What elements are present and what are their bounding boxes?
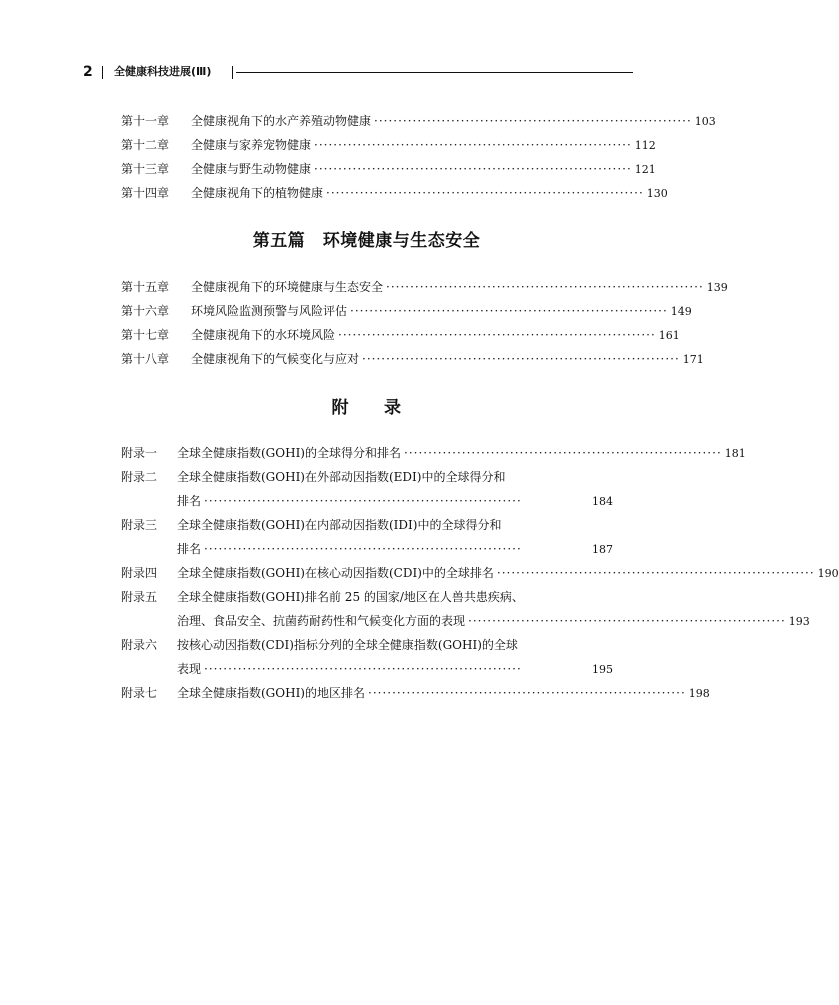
page-number: 2 (83, 64, 93, 80)
appendix-title: 排名 (177, 542, 202, 556)
appendix-title: 全球全健康指数(GOHI)的地区排名 (177, 686, 365, 700)
appendix-label: 附录四 (121, 566, 158, 580)
dot-leader: ·································································· (204, 662, 522, 676)
appendix-title-line1: 按核心动因指数(CDI)指标分列的全球全健康指数(GOHI)的全球 (177, 638, 518, 652)
running-header (83, 62, 633, 84)
toc-entry-appendix-4[interactable] (121, 563, 839, 583)
toc-entry-chapter-18[interactable] (121, 349, 704, 369)
book-title: 全健康科技进展(Ⅲ) (114, 65, 212, 78)
dot-leader: ·································································· (338, 328, 656, 342)
appendix-title: 全球全健康指数(GOHI)的全球得分和排名 (177, 446, 401, 460)
page-ref: 130 (646, 187, 668, 200)
toc-entry-appendix-3-cont[interactable] (121, 539, 613, 559)
toc-entry-chapter-14[interactable] (121, 183, 668, 203)
toc-entry-appendix-6-cont[interactable] (121, 659, 613, 679)
page-ref: 171 (682, 353, 704, 366)
toc-entry-chapter-11[interactable] (121, 111, 716, 131)
dot-leader: ·································································· (350, 304, 668, 318)
appendix-label: 附录七 (121, 686, 158, 700)
chapter-label: 第十七章 (121, 328, 170, 342)
dot-leader: ·································································· (404, 446, 722, 460)
chapter-title: 全健康视角下的水产养殖动物健康 (191, 114, 372, 128)
chapter-label: 第十五章 (121, 280, 170, 294)
page-ref: 198 (688, 687, 710, 700)
chapter-title: 全健康视角下的植物健康 (191, 186, 324, 200)
page-ref: 187 (592, 543, 613, 556)
dot-leader: ·································································· (386, 280, 704, 294)
page-ref: 103 (694, 115, 716, 128)
toc-entry-appendix-7[interactable] (121, 683, 710, 703)
part5-heading: 第五篇 环境健康与生态安全 (252, 231, 481, 251)
dot-leader: ·································································· (314, 162, 632, 176)
dot-leader: ·································································· (362, 352, 680, 366)
appendix-title: 全球全健康指数(GOHI)在核心动因指数(CDI)中的全球排名 (177, 566, 494, 580)
page-ref: 190 (817, 567, 839, 580)
toc-entry-appendix-5[interactable] (121, 587, 613, 607)
appendix-title-line1: 全球全健康指数(GOHI)在外部动因指数(EDI)中的全球得分和 (177, 470, 506, 484)
chapter-label: 第十三章 (121, 162, 170, 176)
dot-leader: ·································································· (496, 566, 815, 580)
toc-entry-chapter-17[interactable] (121, 325, 680, 345)
appendix-label: 附录二 (121, 470, 158, 484)
page-ref: 121 (634, 163, 656, 176)
dot-leader: ·································································· (204, 542, 522, 556)
chapter-title: 全健康视角下的水环境风险 (191, 328, 336, 342)
chapter-title: 全健康与野生动物健康 (191, 162, 312, 176)
toc-entry-appendix-1[interactable] (121, 443, 746, 463)
page-ref: 161 (658, 329, 680, 342)
dot-leader: ·································································· (468, 614, 786, 628)
toc-entry-appendix-2[interactable] (121, 467, 613, 487)
dot-leader: ·································································· (374, 114, 692, 128)
appendix-label: 附录五 (121, 590, 158, 604)
toc-entry-appendix-2-cont[interactable] (121, 491, 613, 511)
page-ref: 139 (706, 281, 728, 294)
chapter-title: 全健康与家养宠物健康 (191, 138, 312, 152)
chapter-label: 第十一章 (121, 114, 170, 128)
toc-entry-chapter-13[interactable] (121, 159, 656, 179)
dot-leader: ·································································· (326, 186, 644, 200)
header-divider (102, 66, 103, 79)
dot-leader: ·································································· (314, 138, 632, 152)
appendix-title-line1: 全球全健康指数(GOHI)在内部动因指数(IDI)中的全球得分和 (177, 518, 502, 532)
page-ref: 184 (592, 495, 613, 508)
toc-entry-chapter-15[interactable] (121, 277, 728, 297)
appendix-title: 排名 (177, 494, 202, 508)
chapter-label: 第十六章 (121, 304, 170, 318)
chapter-label: 第十二章 (121, 138, 170, 152)
chapter-title: 全健康视角下的气候变化与应对 (191, 352, 360, 366)
toc-entry-chapter-16[interactable] (121, 301, 692, 321)
appendix-label: 附录六 (121, 638, 158, 652)
page-ref: 149 (670, 305, 692, 318)
dot-leader: ·································································· (368, 686, 686, 700)
appendix-title: 表现 (177, 662, 202, 676)
appendix-title-line1: 全球全健康指数(GOHI)排名前 25 的国家/地区在人兽共患疾病、 (177, 590, 524, 604)
chapter-title: 全健康视角下的环境健康与生态安全 (191, 280, 384, 294)
appendix-title: 治理、食品安全、抗菌药耐药性和气候变化方面的表现 (177, 614, 466, 628)
chapter-title: 环境风险监测预警与风险评估 (191, 304, 348, 318)
appendix-label: 附录三 (121, 518, 158, 532)
header-divider-2 (232, 66, 233, 79)
toc-entry-chapter-12[interactable] (121, 135, 656, 155)
toc-entry-appendix-3[interactable] (121, 515, 613, 535)
page-ref: 112 (634, 139, 656, 152)
chapter-label: 第十四章 (121, 186, 170, 200)
toc-entry-appendix-6[interactable] (121, 635, 613, 655)
appendix-heading: 附 录 (331, 398, 402, 418)
chapter-label: 第十八章 (121, 352, 170, 366)
dot-leader: ·································································· (204, 494, 522, 508)
page-ref: 193 (788, 615, 810, 628)
appendix-label: 附录一 (121, 446, 158, 460)
page-ref: 195 (592, 663, 613, 676)
page-ref: 181 (724, 447, 746, 460)
toc-entry-appendix-5-cont[interactable] (121, 611, 810, 631)
header-rule (236, 72, 633, 73)
